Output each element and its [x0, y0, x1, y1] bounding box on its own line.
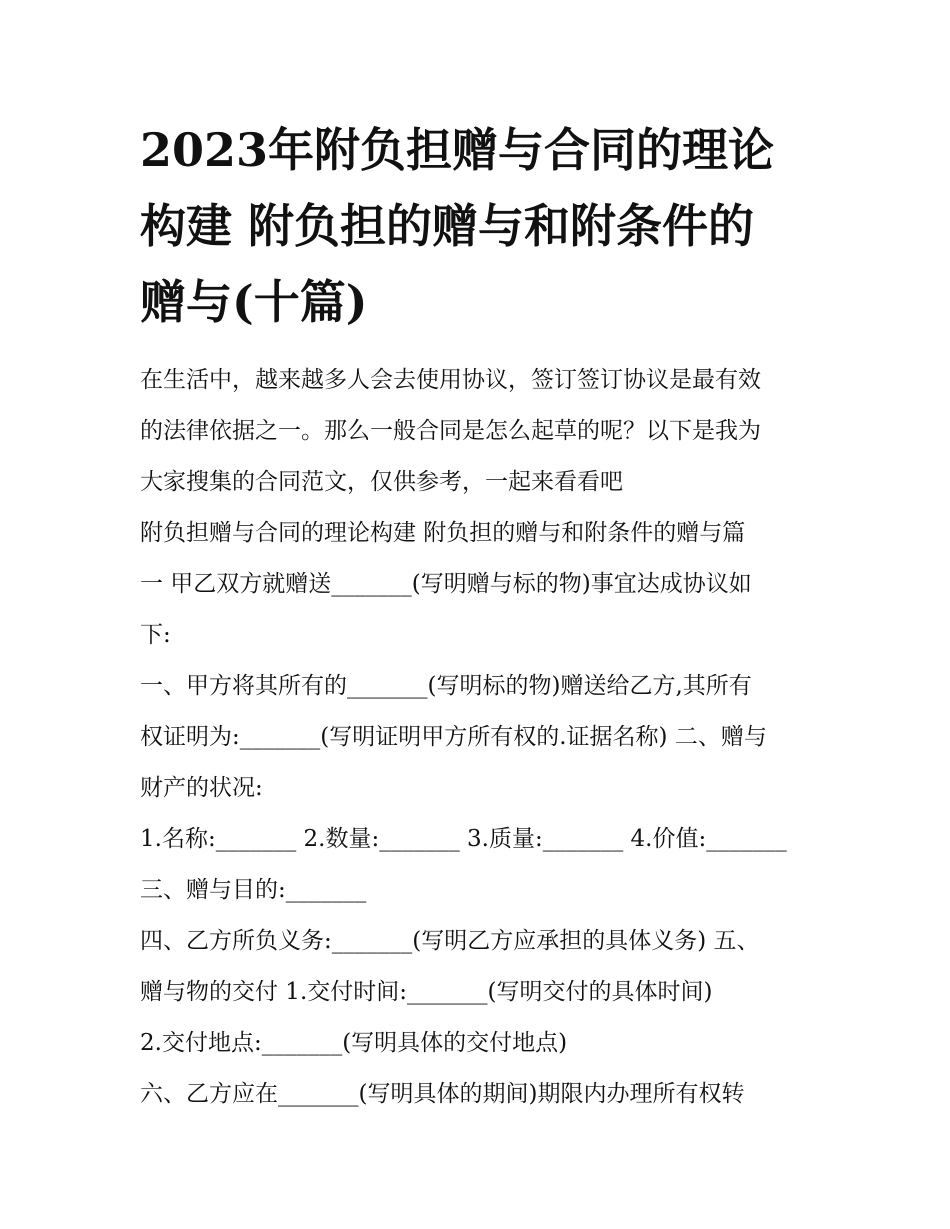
clause-1-line-1: 一、甲方将其所有的_______(写明标的物)赠送给乙方,其所有	[140, 673, 752, 699]
clause-2-items: 1.名称:_______ 2.数量:_______ 3.质量:_______ 4.价值:_______	[140, 826, 787, 852]
clause-2-line-1: 财产的状况:	[140, 775, 263, 801]
clause-1-line-2: 权证明为:_______(写明证明甲方所有权的.证据名称) 二、赠与	[140, 724, 767, 750]
intro-line-2: 的法律依据之一。那么一般合同是怎么起草的呢？以下是我为	[140, 418, 761, 444]
title-line-2: 构建 附负担的赠与和附条件的	[140, 199, 755, 253]
clause-3: 三、赠与目的:_______	[140, 877, 367, 903]
document-title	[140, 112, 820, 340]
intro-line-1: 在生活中，越来越多人会去使用协议，签订签订协议是最有效	[140, 367, 761, 393]
clause-5-line-1: 赠与物的交付 1.交付时间:_______(写明交付的具体时间)	[140, 979, 713, 1005]
clause-5-line-2: 2.交付地点:_______(写明具体的交付地点)	[140, 1030, 568, 1056]
document-body	[140, 355, 820, 1120]
section-heading-line-3: 下:	[140, 622, 171, 648]
intro-line-3: 大家搜集的合同范文，仅供参考，一起来看看吧	[140, 469, 623, 495]
clause-4-line-1: 四、乙方所负义务:_______(写明乙方应承担的具体义务) 五、	[140, 928, 760, 954]
section-heading-line-1: 附负担赠与合同的理论构建 附负担的赠与和附条件的赠与篇	[140, 520, 746, 546]
section-heading-line-2: 一 甲乙双方就赠送_______(写明赠与标的物)事宜达成协议如	[140, 571, 752, 597]
clause-6-line-1: 六、乙方应在_______(写明具体的期间)期限内办理所有权转	[140, 1081, 745, 1107]
title-line-1: 2023年附负担赠与合同的理论	[140, 123, 775, 177]
title-line-3: 赠与(十篇)	[140, 275, 368, 329]
